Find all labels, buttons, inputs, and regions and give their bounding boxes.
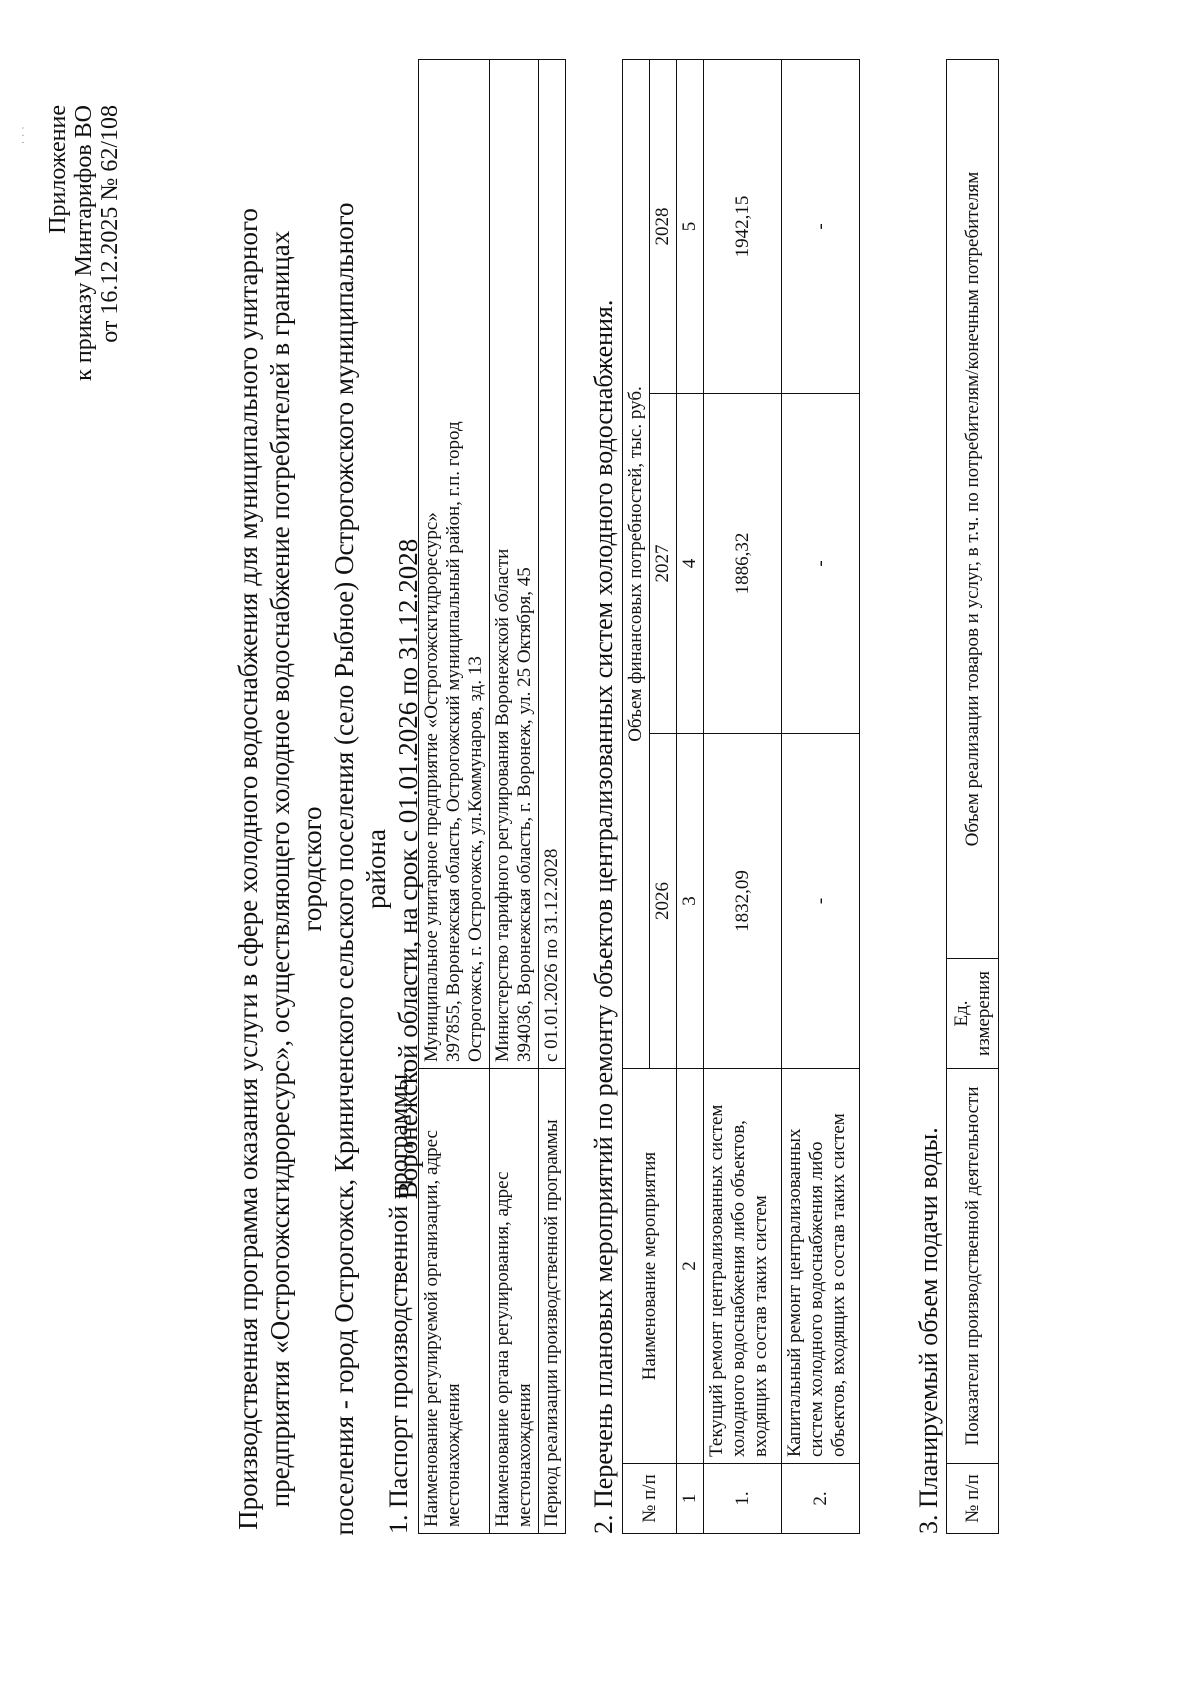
title-line-4: Воронежской области, на срок с 01.01.2026 по 31.12.2028 (393, 538, 423, 1200)
title-line-3: поселения - город Острогожск, Криниченского сельского поселения (село Рыбное) Острогожского муниципального района (329, 202, 391, 1536)
repair-measures-table (622, 59, 860, 1534)
measure-name: Текущий ремонт централизованных систем холодного водоснабжения либо объектов, входящих в состав таких систем (704, 1069, 782, 1464)
passport-value (539, 60, 566, 1069)
header-volume: Объем реализации товаров и услуг, в т.ч. по потребителям/конечным потребителям (947, 60, 999, 959)
passport-table (418, 59, 566, 1534)
appendix-line-1: Приложение (45, 105, 71, 234)
table-row (704, 60, 782, 1534)
table-header-row (623, 60, 650, 1534)
header-measure-name: Наименование мероприятия (623, 1069, 677, 1464)
col-number: 3 (677, 734, 704, 1069)
table-row (490, 60, 539, 1534)
col-number: 1 (677, 1464, 704, 1534)
section2-heading: 2. Перечень плановых мероприятий по ремонту объектов централизованных систем холодного водоснабжения. (589, 299, 618, 1534)
scan-artifact: · · · (18, 125, 28, 144)
appendix-line-2: к приказу Минтарифов ВО (71, 105, 97, 381)
passport-value-line: 394036, Воронежская область, г. Воронеж, ул. 25 Октября, 45 (514, 567, 535, 1062)
value-2028: 1942,15 (704, 60, 782, 394)
col-number: 5 (677, 60, 704, 394)
value-2026: 1832,09 (704, 734, 782, 1069)
table-row (782, 60, 860, 1534)
passport-value-line: 397855, Воронежская область, Острогожский муниципальный район, г.п. город (443, 421, 464, 1062)
header-indicators: Показатели производственной деятельности (947, 1069, 999, 1464)
row-number: 2. (782, 1464, 860, 1534)
header-number: № п/п (947, 1464, 999, 1534)
table-row (419, 60, 490, 1534)
table-row (539, 60, 566, 1534)
value-2027: 1886,32 (704, 394, 782, 734)
passport-value-line: с 01.01.2026 по 31.12.2028 (541, 848, 562, 1062)
section1-heading: 1. Паспорт производственной программы. (384, 1067, 413, 1534)
header-unit: Ед. измерения (947, 959, 999, 1069)
col-number: 2 (677, 1069, 704, 1464)
header-year-2027: 2027 (650, 394, 677, 734)
col-number: 4 (677, 394, 704, 734)
value-2027: - (782, 394, 860, 734)
passport-label: Период реализации производственной программы (539, 1069, 566, 1534)
passport-value-line: Муниципальное унитарное предприятие «Острогожскгидроресурс» (421, 512, 442, 1062)
header-finance: Объем финансовых потребностей, тыс. руб. (623, 60, 650, 1069)
passport-value (490, 60, 539, 1069)
section3-heading: 3. Планируемый объем подачи воды. (914, 1127, 943, 1534)
header-year-2028: 2028 (650, 60, 677, 394)
passport-value-line: Министерство тарифного регулирования Воронежской области (492, 548, 513, 1062)
header-year-2026: 2026 (650, 734, 677, 1069)
title-line-2: предприятия «Острогожскгидроресурс», осуществляющего холодное водоснабжение потребителей в границах городского (265, 230, 327, 1508)
measure-name: Капитальный ремонт централизованных систем холодного водоснабжения либо объектов, входящих в состав таких систем (782, 1069, 860, 1464)
appendix-line-3: от 16.12.2025 № 62/108 (97, 105, 123, 343)
value-2028: - (782, 60, 860, 394)
passport-label: Наименование органа регулирования, адрес местонахождения (490, 1069, 539, 1534)
header-number: № п/п (623, 1464, 677, 1534)
passport-label: Наименование регулируемой организации, адрес местонахождения (419, 1069, 490, 1534)
row-number: 1. (704, 1464, 782, 1534)
table-header-row (947, 60, 999, 1534)
passport-value (419, 60, 490, 1069)
appendix-block (45, 105, 123, 381)
column-number-row (677, 60, 704, 1534)
water-supply-table (946, 59, 999, 1534)
passport-value-line: Острогожск, г. Острогожск, ул.Коммунаров, зд. 13 (465, 656, 486, 1062)
value-2026: - (782, 734, 860, 1069)
title-line-1: Производственная программа оказания услуги в сфере холодного водоснабжения для муниципального унитарного (233, 208, 263, 1530)
